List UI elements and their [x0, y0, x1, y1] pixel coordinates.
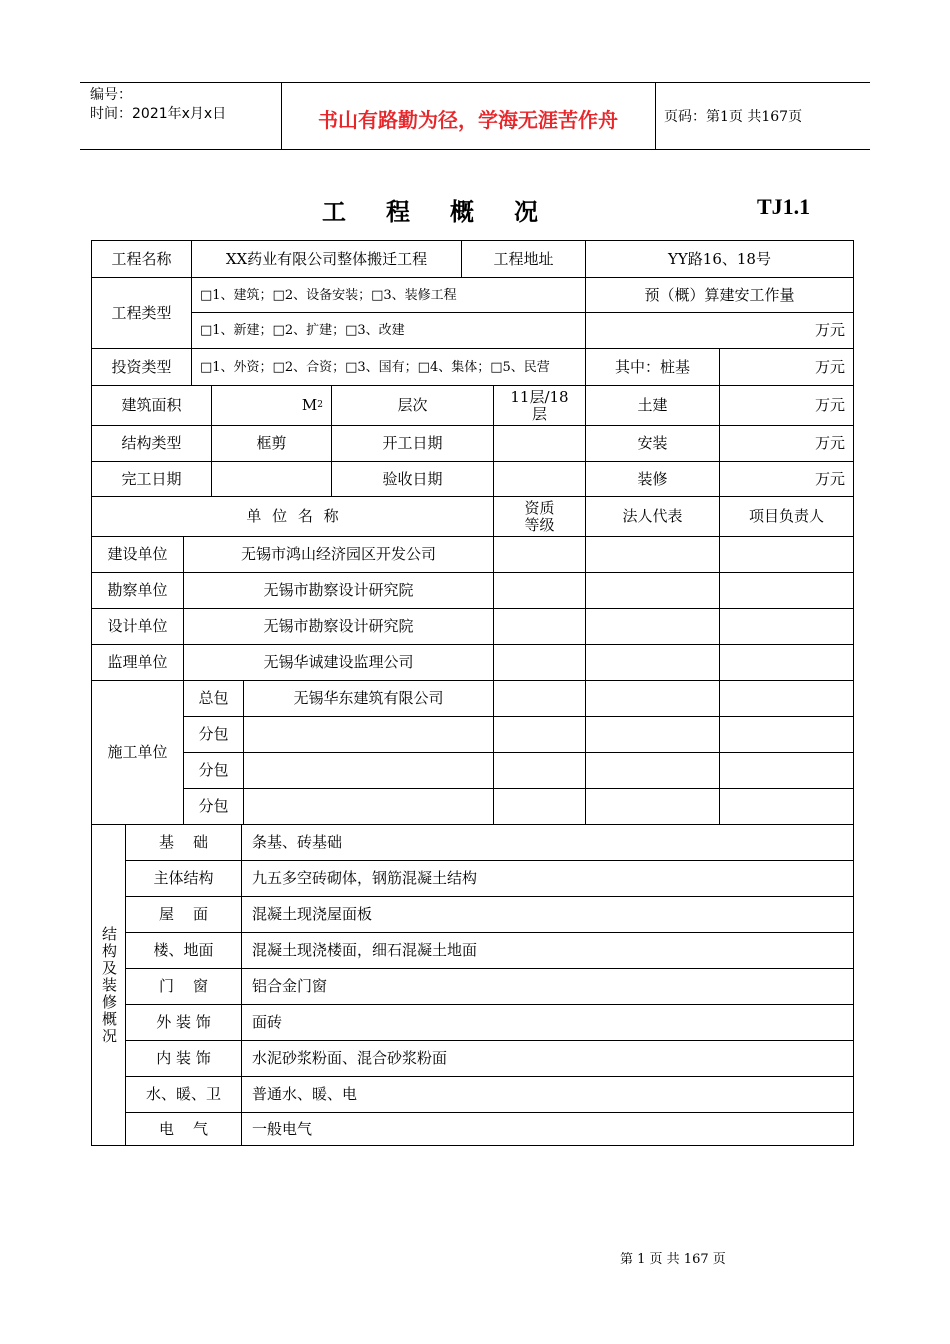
design-label: 设计单位 [92, 609, 184, 645]
design-value: 无锡市勘察设计研究院 [184, 609, 494, 645]
builder-pm [720, 537, 853, 573]
subcontractor-pm [720, 789, 853, 825]
legal-rep-header: 法人代表 [586, 497, 720, 537]
area-unit-sup: 2 [317, 400, 323, 410]
finish-date-value [212, 462, 332, 497]
structure-row-label: 基 础 [126, 825, 242, 861]
title-char: 况 [514, 197, 538, 226]
general-contractor-value: 无锡华东建筑有限公司 [244, 681, 494, 717]
start-date-label: 开工日期 [332, 426, 494, 462]
survey-qual [494, 573, 586, 609]
supervise-qual [494, 645, 586, 681]
invest-type-options: □1、外资；□2、合资；□3、国有；□4、集体；□5、民营 [192, 349, 586, 386]
page-title [322, 192, 578, 227]
subcontractor-legal [586, 789, 720, 825]
structure-row-label: 门 窗 [126, 969, 242, 1005]
header-page-label: 页码：第1页 共167页 [664, 109, 803, 125]
project-type-options: □1、建筑；□2、设备安装；□3、装修工程 [192, 278, 586, 313]
design-pm [720, 609, 853, 645]
header-meta [90, 86, 226, 124]
project-nature-options: □1、新建；□2、扩建；□3、改建 [192, 313, 586, 349]
header-bottom-rule [80, 149, 870, 150]
general-legal [586, 681, 720, 717]
floors-value: 11层/18层 [494, 386, 586, 426]
survey-legal [586, 573, 720, 609]
pile-label: 其中：桩基 [586, 349, 720, 386]
supervise-value: 无锡华诚建设监理公司 [184, 645, 494, 681]
project-manager-header: 项目负责人 [720, 497, 853, 537]
builder-qual [494, 537, 586, 573]
structure-type-value: 框剪 [212, 426, 332, 462]
structure-row-value: 混凝土现浇楼面，细石混凝土地面 [242, 933, 853, 969]
subcontractor-qual [494, 789, 586, 825]
header-motto: 书山有路勤为径，学海无涯苦作舟 [318, 108, 618, 132]
finish-date-label: 完工日期 [92, 462, 212, 497]
accept-date-label: 验收日期 [332, 462, 494, 497]
general-pm [720, 681, 853, 717]
form-code: TJ1.1 [757, 194, 811, 219]
project-type-label: 工程类型 [92, 278, 192, 349]
address-label: 工程地址 [462, 241, 586, 278]
header-top-rule [80, 82, 870, 83]
floors-label: 层次 [332, 386, 494, 426]
builder-label: 建设单位 [92, 537, 184, 573]
doc-number-label: 编号： [90, 87, 132, 103]
structure-row-value: 条基、砖基础 [242, 825, 853, 861]
subcontractor-label: 分包 [184, 717, 244, 753]
structure-row-value: 面砖 [242, 1005, 853, 1041]
structure-row-label: 电 气 [126, 1113, 242, 1145]
subcontractor-pm [720, 717, 853, 753]
title-char: 工 [322, 197, 346, 226]
subcontractor-value [244, 753, 494, 789]
subcontractor-value [244, 717, 494, 753]
title-char: 概 [450, 197, 474, 226]
decor-label: 装修 [586, 462, 720, 497]
area-unit: M [301, 396, 318, 414]
supervise-pm [720, 645, 853, 681]
install-unit: 万元 [720, 426, 853, 462]
general-qual [494, 681, 586, 717]
area-label: 建筑面积 [92, 386, 212, 426]
project-name-value: XX药业有限公司整体搬迁工程 [192, 241, 462, 278]
builder-value: 无锡市鸿山经济园区开发公司 [184, 537, 494, 573]
structure-row-label: 外 装 饰 [126, 1005, 242, 1041]
survey-pm [720, 573, 853, 609]
civil-unit: 万元 [720, 386, 853, 426]
subcontractor-qual [494, 717, 586, 753]
address-value: YY路16、18号 [586, 241, 853, 278]
page-footer: 第 1 页 共 167 页 [620, 1252, 726, 1267]
decor-unit: 万元 [720, 462, 853, 497]
accept-date-value [494, 462, 586, 497]
general-contractor-label: 总包 [184, 681, 244, 717]
structure-row-label: 主体结构 [126, 861, 242, 897]
budget-label: 预（概）算建安工作量 [586, 278, 853, 313]
subcontractor-label: 分包 [184, 789, 244, 825]
survey-label: 勘察单位 [92, 573, 184, 609]
supervise-legal [586, 645, 720, 681]
structure-section-label [92, 825, 126, 1145]
doc-time-label: 时间：2021年x月x日 [90, 106, 227, 122]
structure-section-text: 结构及装修概况 [100, 925, 118, 1045]
subcontractor-legal [586, 753, 720, 789]
structure-row-value: 九五多空砖砌体，钢筋混凝土结构 [242, 861, 853, 897]
project-name-label: 工程名称 [92, 241, 192, 278]
structure-row-label: 楼、地面 [126, 933, 242, 969]
design-legal [586, 609, 720, 645]
subcontractor-qual [494, 753, 586, 789]
construct-label: 施工单位 [92, 681, 184, 825]
civil-label: 土建 [586, 386, 720, 426]
unit-name-header: 单 位 名 称 [92, 497, 494, 537]
builder-legal [586, 537, 720, 573]
qualification-header: 资质等级 [494, 497, 586, 537]
invest-type-label: 投资类型 [92, 349, 192, 386]
structure-row-value: 一般电气 [252, 1119, 313, 1138]
project-overview-table [91, 240, 854, 1146]
header-divider [655, 83, 656, 149]
subcontractor-value [244, 789, 494, 825]
title-char: 程 [386, 197, 410, 226]
install-label: 安装 [586, 426, 720, 462]
structure-row-value: 混凝土现浇屋面板 [242, 897, 853, 933]
start-date-value [494, 426, 586, 462]
survey-value: 无锡市勘察设计研究院 [184, 573, 494, 609]
subcontractor-legal [586, 717, 720, 753]
supervise-label: 监理单位 [92, 645, 184, 681]
budget-unit: 万元 [586, 313, 853, 349]
structure-row-label: 屋 面 [126, 897, 242, 933]
subcontractor-pm [720, 753, 853, 789]
pile-unit: 万元 [720, 349, 853, 386]
subcontractor-label: 分包 [184, 753, 244, 789]
structure-type-label: 结构类型 [92, 426, 212, 462]
structure-row-label: 内 装 饰 [126, 1041, 242, 1077]
structure-row-value: 铝合金门窗 [242, 969, 853, 1005]
structure-row-value: 普通水、暖、电 [242, 1077, 853, 1113]
structure-row-label: 水、暖、卫 [126, 1077, 242, 1113]
design-qual [494, 609, 586, 645]
structure-row-value: 水泥砂浆粉面、混合砂浆粉面 [242, 1041, 853, 1077]
area-value [212, 386, 332, 426]
